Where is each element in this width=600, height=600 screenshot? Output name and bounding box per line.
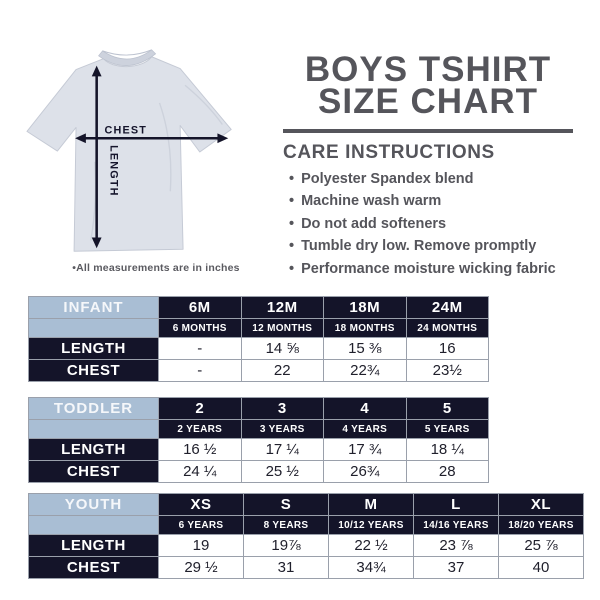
size-subtitle-cell: 2 YEARS	[159, 420, 242, 439]
size-header-cell: XL	[499, 494, 584, 516]
size-subtitle-cell: 6 MONTHS	[159, 319, 242, 338]
measurement-value-cell: 18 ¼	[406, 439, 489, 461]
size-header-cell: 24M	[406, 297, 489, 319]
size-table	[28, 493, 584, 579]
size-header-cell: L	[414, 494, 499, 516]
size-header-cell: M	[329, 494, 414, 516]
size-subtitle-cell: 18/20 YEARS	[499, 516, 584, 535]
measurement-label-cell: CHEST	[29, 461, 159, 483]
page-title-line2: SIZE CHART	[318, 82, 538, 121]
tshirt-diagram	[24, 44, 242, 262]
size-subtitle-cell: 4 YEARS	[324, 420, 407, 439]
size-table	[28, 397, 489, 483]
group-header-cell: INFANT	[29, 297, 159, 319]
care-instructions-list	[283, 168, 573, 280]
measurement-value-cell: 19⅞	[244, 535, 329, 557]
measurement-value-cell: -	[159, 360, 242, 382]
size-header-cell: 3	[241, 398, 324, 420]
size-header-cell: 12M	[241, 297, 324, 319]
measurement-row	[29, 461, 489, 483]
measurement-value-cell: 16 ½	[159, 439, 242, 461]
size-subtitle-cell: 24 MONTHS	[406, 319, 489, 338]
size-header-cell: 2	[159, 398, 242, 420]
group-header-cell: YOUTH	[29, 494, 159, 516]
size-header-cell: 18M	[324, 297, 407, 319]
header-column	[283, 50, 573, 280]
measurement-value-cell: 22¾	[324, 360, 407, 382]
measurement-label-cell: LENGTH	[29, 535, 159, 557]
measurement-row	[29, 360, 489, 382]
size-header-cell: 4	[324, 398, 407, 420]
page-title-line1: BOYS TSHIRT	[304, 50, 552, 89]
care-instruction-item: • Polyester Spandex blend	[289, 168, 573, 190]
measurement-row	[29, 439, 489, 461]
size-header-cell: XS	[159, 494, 244, 516]
measurement-value-cell: 31	[244, 557, 329, 579]
size-table	[28, 296, 489, 382]
measurement-value-cell: 22 ½	[329, 535, 414, 557]
measurement-value-cell: 29 ½	[159, 557, 244, 579]
measurement-value-cell: 25 ⅞	[499, 535, 584, 557]
care-instruction-item: • Machine wash warm	[289, 190, 573, 212]
care-instruction-item: • Performance moisture wicking fabric	[289, 258, 573, 280]
measurement-value-cell: 22	[241, 360, 324, 382]
size-subtitle-cell: 5 YEARS	[406, 420, 489, 439]
measurement-row	[29, 557, 584, 579]
measurement-value-cell: 28	[406, 461, 489, 483]
size-subtitle-cell: 18 MONTHS	[324, 319, 407, 338]
measurement-value-cell: 23 ⅞	[414, 535, 499, 557]
size-table-infant	[28, 296, 489, 382]
size-table-youth	[28, 493, 584, 579]
measurement-value-cell: 24 ¼	[159, 461, 242, 483]
size-header-cell: S	[244, 494, 329, 516]
group-header-empty-cell	[29, 420, 159, 439]
measurement-label-cell: LENGTH	[29, 439, 159, 461]
measurement-value-cell: -	[159, 338, 242, 360]
measurement-row	[29, 535, 584, 557]
size-subtitle-cell: 3 YEARS	[241, 420, 324, 439]
measurement-value-cell: 23½	[406, 360, 489, 382]
group-header-empty-cell	[29, 516, 159, 535]
measurement-label-cell: CHEST	[29, 557, 159, 579]
measurement-value-cell: 26¾	[324, 461, 407, 483]
size-subtitle-cell: 12 MONTHS	[241, 319, 324, 338]
measurement-value-cell: 25 ½	[241, 461, 324, 483]
size-subtitle-cell: 6 YEARS	[159, 516, 244, 535]
measurement-value-cell: 40	[499, 557, 584, 579]
measurement-value-cell: 37	[414, 557, 499, 579]
measurement-value-cell: 17 ¼	[241, 439, 324, 461]
care-instruction-item: • Tumble dry low. Remove promptly	[289, 235, 573, 257]
size-header-cell: 5	[406, 398, 489, 420]
measurement-label-cell: LENGTH	[29, 338, 159, 360]
care-instructions-heading: CARE INSTRUCTIONS	[283, 142, 495, 163]
measurement-value-cell: 14 ⅝	[241, 338, 324, 360]
size-subtitle-cell: 8 YEARS	[244, 516, 329, 535]
group-header-empty-cell	[29, 319, 159, 338]
size-subtitle-cell: 10/12 YEARS	[329, 516, 414, 535]
size-header-cell: 6M	[159, 297, 242, 319]
measurement-value-cell: 34¾	[329, 557, 414, 579]
measurement-value-cell: 17 ¾	[324, 439, 407, 461]
length-arrow-label: LENGTH	[107, 145, 120, 197]
measurement-value-cell: 16	[406, 338, 489, 360]
measurement-label-cell: CHEST	[29, 360, 159, 382]
tshirt-shape	[27, 57, 231, 251]
measurement-value-cell: 15 ⅜	[324, 338, 407, 360]
measurement-value-cell: 19	[159, 535, 244, 557]
measurement-row	[29, 338, 489, 360]
group-header-cell: TODDLER	[29, 398, 159, 420]
care-instruction-item: • Do not add softeners	[289, 213, 573, 235]
page-title	[283, 50, 573, 121]
title-underline	[283, 129, 573, 133]
size-subtitle-cell: 14/16 YEARS	[414, 516, 499, 535]
size-table-toddler	[28, 397, 489, 483]
measurements-footnote: •All measurements are in inches	[72, 262, 240, 274]
chest-arrow-label: CHEST	[104, 124, 148, 137]
